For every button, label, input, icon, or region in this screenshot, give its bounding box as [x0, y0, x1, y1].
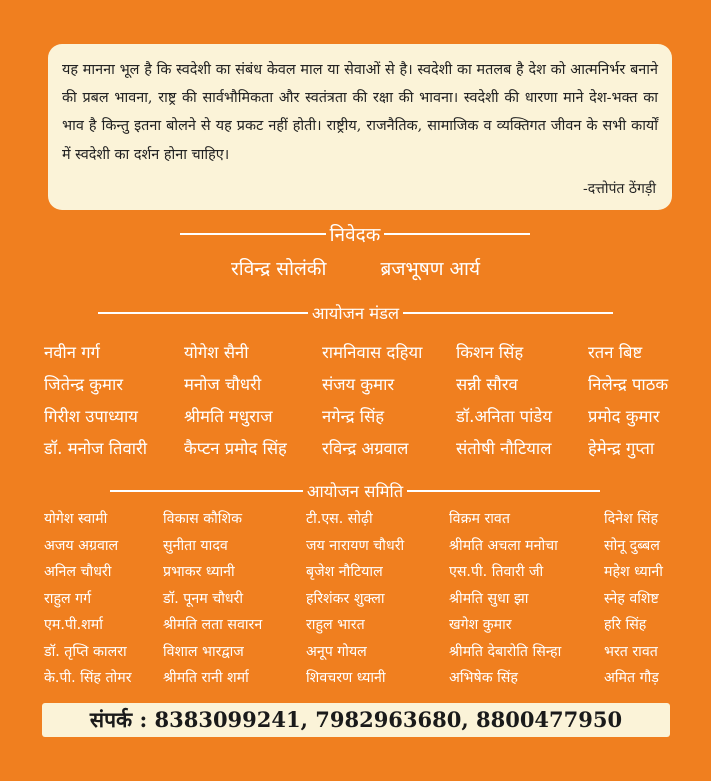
member-name: श्रीमति लता सवारन: [163, 617, 263, 633]
member-name: स्नेह वशिष्ट: [604, 590, 659, 607]
member-name: सोनू दुब्बल: [604, 537, 660, 554]
divider-line: [98, 312, 308, 314]
member-name: श्रीमति देबारोति सिन्हा: [449, 643, 562, 660]
member-name: दिनेश सिंह: [604, 511, 659, 527]
member-name: राहुल गर्ग: [44, 590, 92, 607]
member-name: राहुल भारत: [306, 617, 365, 633]
member-name: अनूप गोयल: [306, 643, 367, 660]
contact-text: संपर्क : 8383099241, 7982963680, 8800477950: [89, 707, 623, 732]
divider-line: [110, 490, 303, 492]
member-name: एस.पी. तिवारी जी: [449, 564, 544, 580]
member-name: मनोज चौधरी: [184, 375, 262, 394]
member-name: टी.एस. सोढ़ी: [306, 511, 373, 527]
member-name: संतोषी नौटियाल: [456, 439, 552, 458]
member-name: अजय अग्रवाल: [44, 537, 119, 554]
member-name: डॉ. पूनम चौधरी: [163, 590, 244, 607]
member-name: शिवचरण ध्यानी: [306, 670, 386, 686]
member-name: जय नारायण चौधरी: [306, 537, 405, 554]
organizing-committee-heading-label: आयोजन समिति: [306, 482, 404, 501]
member-name: भरत रावत: [604, 643, 658, 660]
divider-line: [403, 312, 613, 314]
patron-names: [0, 255, 711, 281]
member-name: एम.पी.शर्मा: [44, 617, 103, 633]
quote-text: यह मानना भूल है कि स्वदेशी का संबंध केवल माल या सेवाओं से है। स्वदेशी का मतलब है देश को आत्मनिर्भर बनाने की प्रबल भावना, राष्ट्र की सार्वभौमिकता और स्वतंत्रता की रक्षा की भावना। स्वदेशी की धारणा माने देश-भक्त का भाव है किन्तु इतना बोलने से यह प्रकट नहीं होती। राष्ट्रीय, राजनैतिक, सामाजिक व व्यक्तिगत जीवन के सभी कार्यों में स्वदेशी का दर्शन होना चाहिए।: [62, 62, 658, 163]
patrons-heading-label: निवेदक: [329, 224, 381, 246]
member-name: विशाल भारद्वाज: [163, 643, 244, 660]
member-name: हेमेन्द्र गुप्ता: [588, 439, 655, 458]
contact-bar: [42, 703, 670, 737]
member-name: अभिषेक सिंह: [449, 670, 518, 686]
member-name: रविन्द्र अग्रवाल: [322, 439, 409, 458]
member-name: प्रभाकर ध्यानी: [163, 564, 235, 580]
divider-line: [384, 233, 530, 235]
member-name: संजय कुमार: [322, 375, 395, 394]
member-name: विक्रम रावत: [449, 511, 510, 527]
member-name: डॉ. मनोज तिवारी: [44, 439, 148, 458]
member-name: खगेश कुमार: [449, 617, 512, 633]
member-name: रतन बिष्ट: [588, 343, 643, 362]
member-name: किशन सिंह: [456, 343, 524, 362]
member-name: रामनिवास दहिया: [322, 343, 423, 362]
organizing-committee-heading: [110, 479, 600, 502]
member-name: योगेश सैनी: [184, 343, 249, 362]
member-name: कैप्टन प्रमोद सिंह: [184, 439, 287, 458]
member-name: निलेन्द्र पाठक: [588, 375, 669, 394]
member-name: विकास कौशिक: [163, 511, 243, 527]
quote-author: -दत्तोपंत ठेंगड़ी: [583, 181, 656, 197]
patron-name: ब्रजभूषण आर्य: [380, 258, 480, 280]
member-name: श्रीमति सुधा झा: [449, 590, 529, 607]
member-name: बृजेश नौटियाल: [306, 564, 383, 580]
quote-box: [48, 44, 672, 210]
member-name: गिरीश उपाध्याय: [44, 407, 138, 426]
organizing-board-heading-label: आयोजन मंडल: [311, 304, 400, 323]
member-name: डॉ. तृप्ति कालरा: [44, 643, 127, 660]
member-name: हरिशंकर शुक्ला: [306, 590, 385, 607]
member-name: सुनीता यादव: [163, 537, 228, 554]
member-name: डॉ.अनिता पांडेय: [456, 407, 552, 426]
patrons-heading: [180, 221, 530, 247]
organizing-board-heading: [98, 301, 613, 324]
member-name: योगेश स्वामी: [44, 511, 108, 527]
member-name: श्रीमति रानी शर्मा: [163, 670, 249, 686]
member-name: महेश ध्यानी: [604, 564, 663, 580]
member-name: अनिल चौधरी: [44, 564, 112, 580]
member-name: सन्नी सौरव: [456, 375, 518, 394]
member-name: श्रीमति अचला मनोचा: [449, 537, 558, 554]
patron-name: रविन्द्र सोलंकी: [231, 258, 327, 280]
member-name: नगेन्द्र सिंह: [322, 407, 385, 426]
member-name: प्रमोद कुमार: [588, 407, 660, 426]
divider-line: [180, 233, 326, 235]
member-name: श्रीमति मधुराज: [184, 407, 273, 426]
divider-line: [407, 490, 600, 492]
member-name: हरि सिंह: [604, 617, 647, 633]
member-name: जितेन्द्र कुमार: [44, 375, 124, 394]
member-name: नवीन गर्ग: [44, 343, 100, 362]
member-name: के.पी. सिंह तोमर: [44, 670, 132, 686]
member-name: अमित गौड़: [604, 670, 659, 686]
